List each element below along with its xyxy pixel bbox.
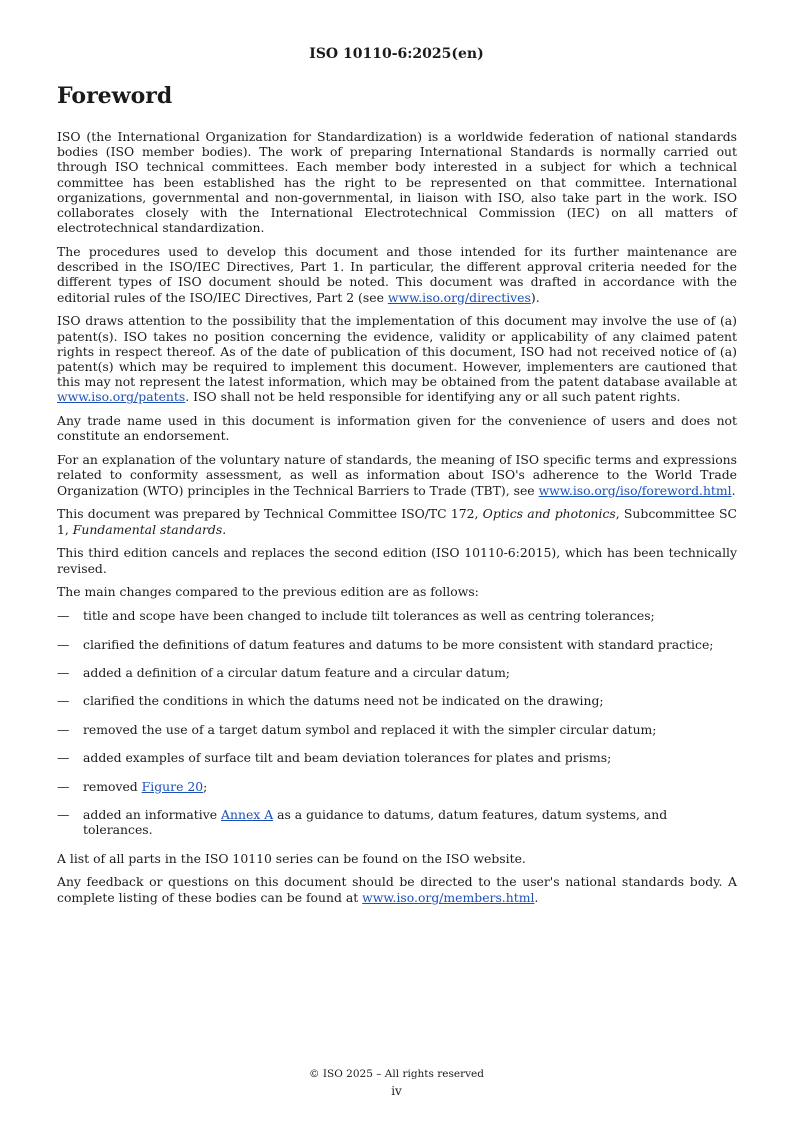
list-item-text: ; [203, 778, 208, 794]
dash-bullet: — [57, 636, 70, 652]
copyright-notice: © ISO 2025 – All rights reserved [309, 1068, 484, 1080]
paragraph-text: This third edition cancels and replaces the second edition (ISO 10110-6:2015), which has been technically revised. [57, 545, 737, 576]
list-item-text: title and scope have been changed to include tilt tolerances as well as centring tolerances; [83, 608, 655, 624]
dash-bullet: — [57, 778, 70, 794]
paragraph-patents [57, 313, 737, 404]
list-item-text: added a definition of a circular datum feature and a circular datum; [83, 665, 510, 681]
directives-link[interactable]: www.iso.org/directives [387, 289, 531, 305]
list-item-text: added an informative [83, 806, 222, 822]
dash-bullet: — [57, 608, 70, 624]
paragraph-text: This document was prepared by Technical Committee ISO/TC 172, [57, 506, 483, 522]
list-item [57, 665, 737, 680]
list-item-text: removed the use of a target datum symbol and replaced it with the simpler circular datum; [83, 721, 657, 737]
paragraph-voluntary-nature [57, 452, 737, 498]
paragraph-text: The main changes compared to the previous edition are as follows: [57, 584, 479, 600]
paragraph-text: For an explanation of the voluntary nature of standards, the meaning of ISO specific terms and expressions related to conformity assessment, as well as information about ISO's adherence to the World Trade Organization (WTO) principles in the Technical Barriers to Trade (TBT), see [57, 452, 737, 498]
dash-bullet: — [57, 806, 70, 822]
committee-name: Optics and photonics [482, 506, 616, 522]
paragraph-iso-overview [57, 129, 737, 235]
page-title: Foreword [57, 83, 173, 109]
list-item [57, 693, 737, 708]
paragraph-main-changes [57, 584, 737, 599]
list-item-text: added examples of surface tilt and beam deviation tolerances for plates and prisms; [83, 750, 612, 766]
subcommittee-name: Fundamental standards [72, 521, 223, 537]
paragraph-edition [57, 545, 737, 575]
page-number: iv [391, 1084, 402, 1098]
dash-bullet: — [57, 721, 70, 737]
paragraph-text: . [534, 889, 539, 905]
document-id-header: ISO 10110-6:2025(en) [309, 46, 484, 62]
list-item [57, 779, 737, 794]
list-item [57, 750, 737, 765]
dash-bullet: — [57, 665, 70, 681]
patents-link[interactable]: www.iso.org/patents [57, 389, 186, 405]
paragraph-text: Any feedback or questions on this document should be directed to the user's national standards body. A complete listing of these bodies can be found at [57, 874, 737, 905]
list-item [57, 807, 737, 837]
paragraph-text: A list of all parts in the ISO 10110 series can be found on the ISO website. [57, 850, 526, 866]
members-link[interactable]: www.iso.org/members.html [362, 889, 535, 905]
foreword-body [57, 129, 737, 913]
list-item-text: clarified the conditions in which the datums need not be indicated on the drawing; [83, 693, 604, 709]
changes-list [57, 608, 737, 837]
paragraph-series-list [57, 851, 737, 866]
page-footer [0, 1066, 793, 1100]
paragraph-text: ISO (the International Organization for Standardization) is a worldwide federation of national standards bodies (ISO member bodies). The work of preparing International Standards is normally carried out through ISO technical committees. Each member body interested in a subject for which a technical committee has been established has the right to be represented on that committee. International organizations, governmental and non-governmental, in liaison with ISO, also take part in the work. ISO collaborates closely with the International Electrotechnical Commission (IEC) on all matters of electrotechnical standardization. [57, 129, 737, 236]
paragraph-text: ISO draws attention to the possibility that the implementation of this document may involve the use of (a) patent(s). ISO takes no position concerning the evidence, validity or applicability of any claimed patent rights in respect thereof. As of the date of publication of this document, ISO had not received notice of (a) patent(s) which may be required to implement this document. However, implementers are cautioned that this may not represent the latest information, which may be obtained from the patent database available at [57, 313, 737, 390]
paragraph-feedback [57, 874, 737, 904]
list-item-text: clarified the definitions of datum features and datums to be more consistent with standard practice; [83, 636, 714, 652]
annex-a-link[interactable]: Annex A [221, 806, 274, 822]
paragraph-text: , Subcommittee SC 1, [57, 506, 737, 537]
dash-bullet: — [57, 750, 70, 766]
paragraph-text: ). [530, 289, 540, 305]
dash-bullet: — [57, 693, 70, 709]
paragraph-trade-name [57, 413, 737, 443]
list-item [57, 637, 737, 652]
list-item-text: removed [83, 778, 142, 794]
list-item-text: as a guidance to datums, datum features, datum systems, and tolerances. [83, 806, 668, 838]
paragraph-text: . [731, 482, 736, 498]
figure-20-link[interactable]: Figure 20 [141, 778, 204, 794]
paragraph-text: Any trade name used in this document is information given for the convenience of users and does not constitute an endorsement. [57, 413, 737, 444]
list-item [57, 608, 737, 623]
list-item [57, 722, 737, 737]
foreword-link[interactable]: www.iso.org/iso/foreword.html [538, 482, 732, 498]
paragraph-text: . ISO shall not be held responsible for identifying any or all such patent rights. [185, 389, 681, 405]
paragraph-text: . [222, 521, 227, 537]
paragraph-procedures [57, 244, 737, 305]
paragraph-text: The procedures used to develop this document and those intended for its further maintenance are described in the ISO/IEC Directives, Part 1. In particular, the different approval criteria needed for the different types of ISO document should be noted. This document was drafted in accordance with the editorial rules of the ISO/IEC Directives, Part 2 (see [57, 244, 737, 305]
paragraph-committee [57, 506, 737, 536]
